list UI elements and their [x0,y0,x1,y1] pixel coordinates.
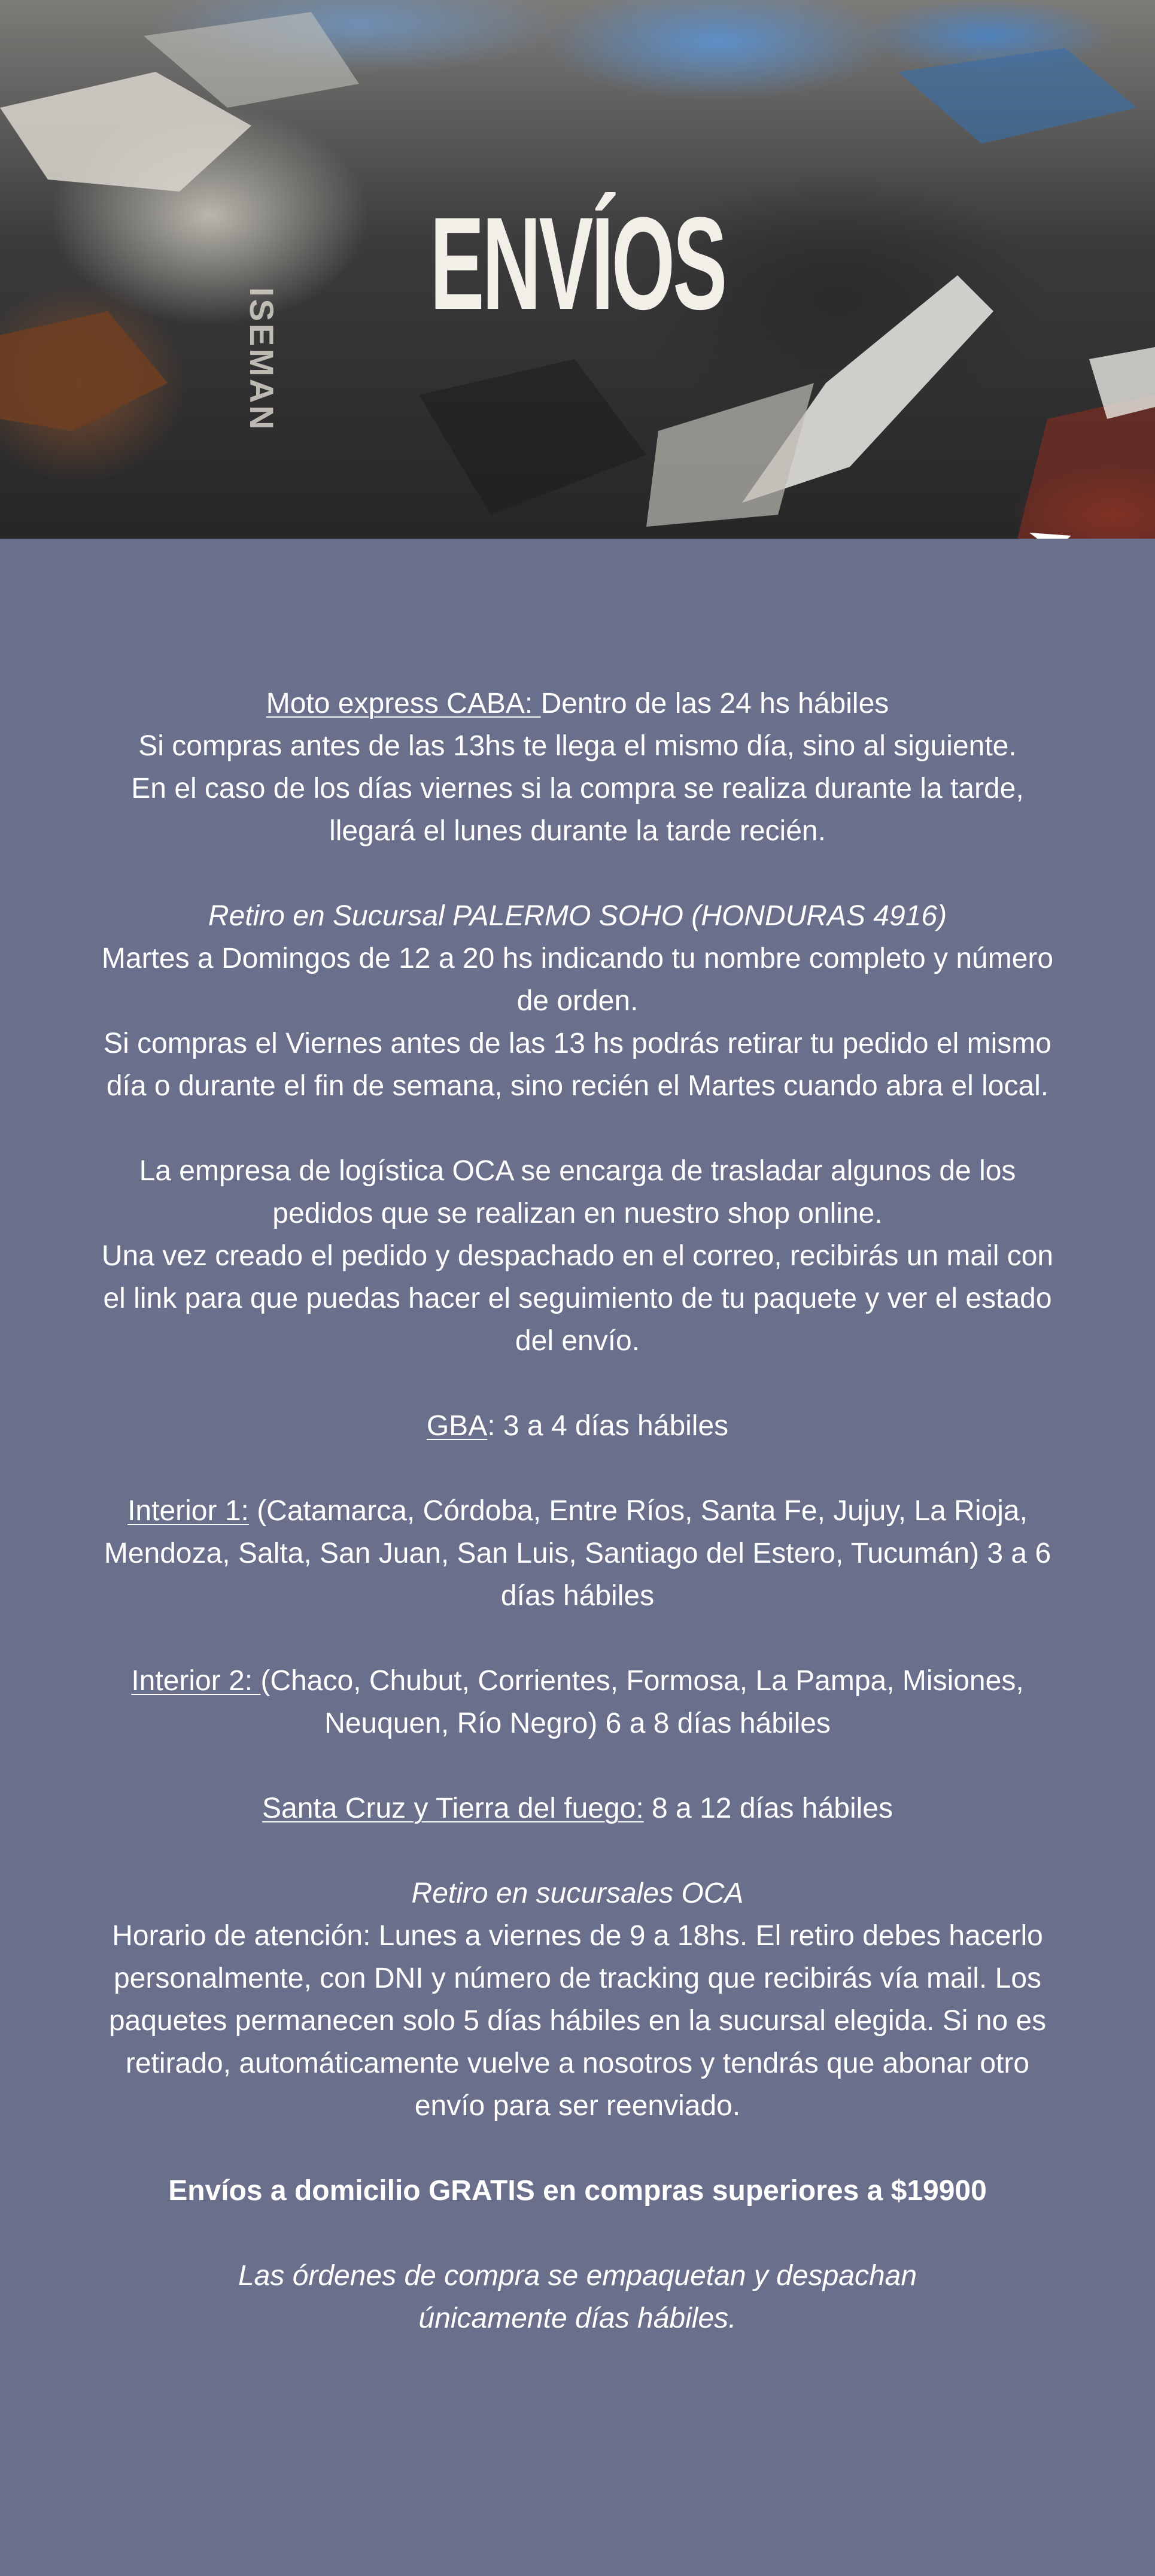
gba-time: : 3 a 4 días hábiles [487,1410,729,1442]
gba-section [90,1405,1065,1447]
dispatch-note: Las órdenes de compra se empaquetan y despachan únicamente días hábiles. [238,2260,917,2334]
oca-pickup-section [90,1872,1065,2127]
moto-express-friday-note: En el caso de los días viernes si la compra se realiza durante la tarde, llegará el lunes durante la tarde recién. [131,773,1024,847]
hero-banner [0,0,1155,539]
wall-poster-text: ISEMAN [243,287,281,432]
oca-section [90,1150,1065,1362]
page-title: ENVÍOS [430,190,725,337]
moto-express-section [90,682,1065,852]
moto-express-time: Dentro de las 24 hs hábiles [540,688,889,719]
santa-cruz-time: 8 a 12 días hábiles [643,1793,893,1824]
shipping-info [90,682,1065,2382]
oca-intro: La empresa de logística OCA se encarga de trasladar algunos de los pedidos que se realizan en nuestro shop online. [139,1155,1016,1229]
interior2-section [90,1660,1065,1745]
gba-label: GBA [426,1410,488,1442]
interior1-label: Interior 1: [127,1495,249,1527]
santa-cruz-section [90,1787,1065,1830]
moto-express-label: Moto express CABA: [266,688,541,719]
store-pickup-friday-note: Si compras el Viernes antes de las 13 hs podrás retirar tu pedido el mismo día o durante el fin de semana, sino recién el Martes cuando abra el local. [104,1028,1051,1102]
interior2-label: Interior 2: [131,1665,261,1697]
free-shipping-banner: Envíos a domicilio GRATIS en compras superiores a $19900 [168,2175,987,2207]
store-pickup-section [90,895,1065,1107]
interior1-text: (Catamarca, Córdoba, Entre Ríos, Santa Fe, Jujuy, La Rioja, Mendoza, Salta, San Juan, San Luis, Santiago del Estero, Tucumán) 3 a 6 días hábiles [104,1495,1051,1612]
oca-pickup-heading: Retiro en sucursales OCA [411,1878,744,1909]
interior2-text: (Chaco, Chubut, Corrientes, Formosa, La Pampa, Misiones, Neuquen, Río Negro) 6 a 8 días hábiles [260,1665,1024,1739]
oca-pickup-text: Horario de atención: Lunes a viernes de 9 a 18hs. El retiro debes hacerlo personalmente, con DNI y número de tracking que recibirás vía mail. Los paquetes permanecen solo 5 días hábiles en la sucursal elegida. Si no es retirado, automáticamente vuelve a nosotros y tendrás que abonar otro envío para ser reenviado. [108,1920,1047,2122]
store-pickup-hours: Martes a Domingos de 12 a 20 hs indicando tu nombre completo y número de orden. [101,943,1054,1017]
santa-cruz-label: Santa Cruz y Tierra del fuego: [262,1793,644,1824]
moto-express-note: Si compras antes de las 13hs te llega el mismo día, sino al siguiente. [138,730,1017,762]
oca-tracking-note: Una vez creado el pedido y despachado en el correo, recibirás un mail con el link para que puedas hacer el seguimiento de tu paquete y ver el estado del envío. [101,1240,1054,1357]
store-pickup-heading: Retiro en Sucursal PALERMO SOHO (HONDURAS 4916) [208,900,947,932]
interior1-section [90,1490,1065,1617]
